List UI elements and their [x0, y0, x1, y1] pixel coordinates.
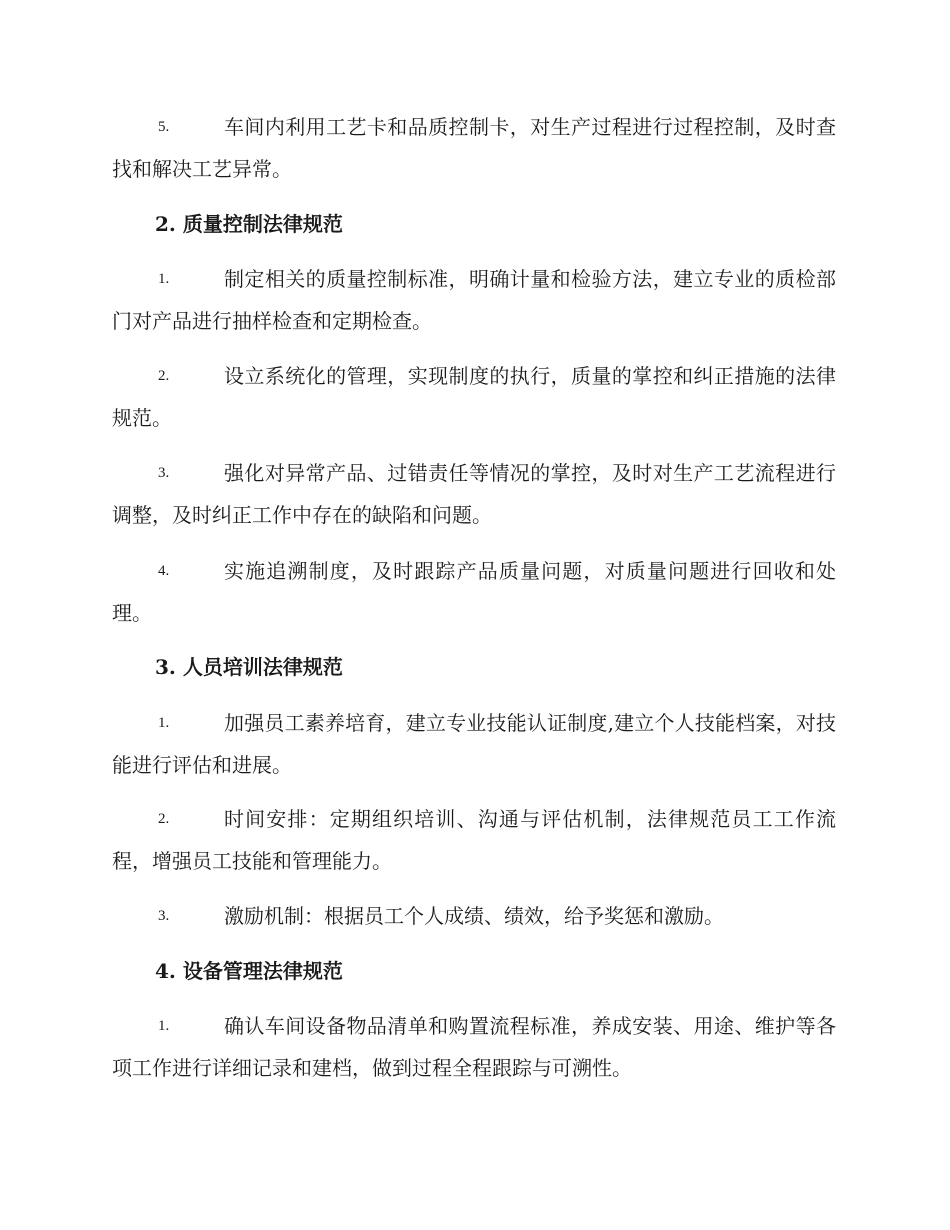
- list-text: 制定相关的质量控制标准，明确计量和检验方法，建立专业的质检部门对产品进行抽样检查和定期检查。: [112, 267, 836, 333]
- list-text: 车间内利用工艺卡和品质控制卡，对生产过程进行过程控制，及时查找和解决工艺异常。: [112, 115, 836, 181]
- list-number: 2.: [158, 368, 170, 384]
- list-text: 时间安排：定期组织培训、沟通与评估机制，法律规范员工工作流程，增强员工技能和管理能力。: [112, 807, 836, 873]
- list-item: [112, 1005, 836, 1089]
- list-item: [112, 452, 836, 536]
- list-text: 实施追溯制度，及时跟踪产品质量问题，对质量问题进行回收和处理。: [112, 559, 836, 625]
- list-text: 确认车间设备物品清单和购置流程标准，养成安装、用途、维护等各项工作进行详细记录和建档，做到过程全程跟踪与可溯性。: [112, 1014, 836, 1080]
- list-text: 设立系统化的管理，实现制度的执行，质量的掌控和纠正措施的法律规范。: [112, 364, 836, 430]
- list-number: 1.: [158, 271, 170, 287]
- list-number: 1.: [158, 715, 170, 731]
- list-text: 激励机制：根据员工个人成绩、绩效，给予奖惩和激励。: [224, 904, 724, 928]
- list-text: 强化对异常产品、过错责任等情况的掌控，及时对生产工艺流程进行调整，及时纠正工作中存在的缺陷和问题。: [112, 461, 836, 527]
- list-text: 加强员工素养培育，建立专业技能认证制度,建立个人技能档案，对技能进行评估和进展。: [112, 711, 836, 777]
- list-item: [112, 106, 836, 190]
- list-number: 1.: [158, 1018, 170, 1034]
- list-number: 3.: [158, 465, 170, 481]
- list-number: 4.: [158, 563, 170, 579]
- list-item: [112, 355, 836, 439]
- section-heading: 4. 设备管理法律规范: [155, 959, 343, 983]
- list-item: [112, 895, 836, 937]
- list-item: [112, 798, 836, 882]
- list-item: [112, 550, 836, 634]
- list-number: 2.: [158, 811, 170, 827]
- list-item: [112, 702, 836, 786]
- section-heading: 3. 人员培训法律规范: [155, 655, 343, 679]
- list-item: [112, 258, 836, 342]
- section-heading: 2. 质量控制法律规范: [155, 212, 343, 236]
- list-number: 5.: [158, 119, 170, 135]
- list-number: 3.: [158, 908, 170, 924]
